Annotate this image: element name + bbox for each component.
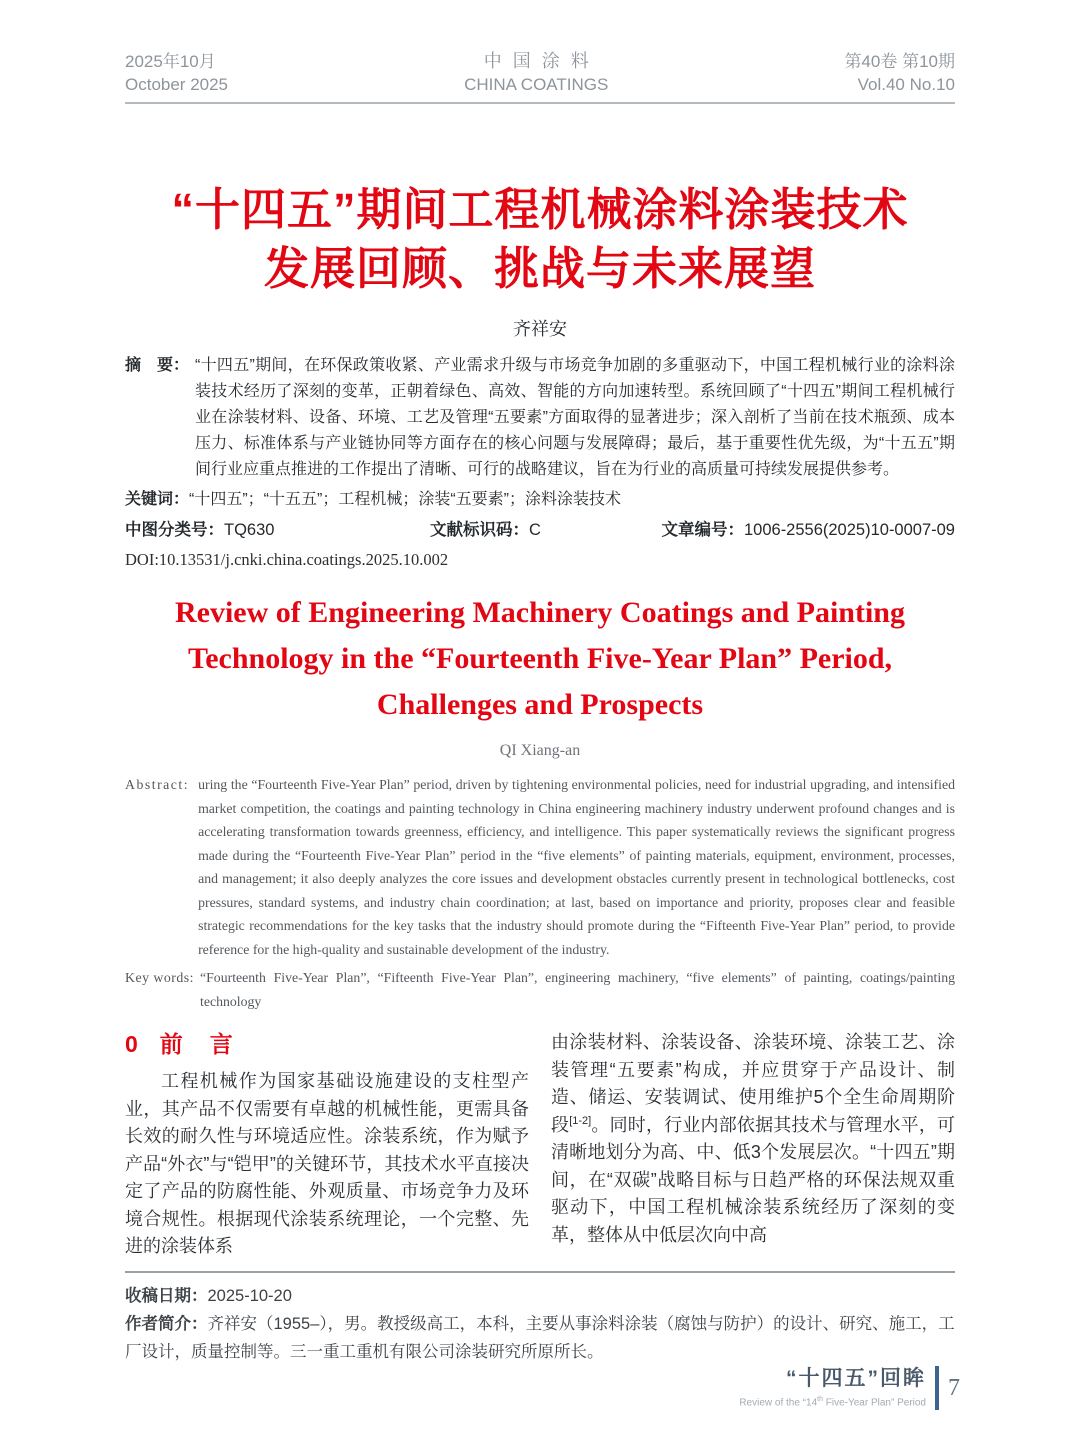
author-bio-label: 作者简介： <box>125 1314 208 1333</box>
article-id <box>661 519 955 541</box>
section-heading-intro <box>125 1029 529 1059</box>
keywords-cn-text: “十四五”；“十五五”；工程机械；涂装“五要素”；涂料涂装技术 <box>189 491 621 508</box>
intro-paragraph-left: 工程机械作为国家基础设施建设的支柱型产业，其产品不仅需要有卓越的机械性能，更需具备长效的耐久性与环境适应性。涂装系统，作为赋予产品“外衣”与“铠甲”的关键环节，其技术水平直接决定了产品的防腐性能、外观质量、市场竞争力及环境合规性。根据现代涂装系统理论，一个完整、先进的涂装体系 <box>125 1071 529 1256</box>
page-number: 7 <box>948 1374 960 1401</box>
document-code-label: 文献标识码： <box>430 521 529 539</box>
abstract-cn-label: 摘 要： <box>125 357 190 374</box>
clc-value: TQ630 <box>224 521 275 539</box>
section-title: 前 言 <box>159 1031 235 1057</box>
journal-header <box>125 0 955 104</box>
article-title-en <box>125 590 955 728</box>
abstract-en-text: uring the “Fourteenth Five-Year Plan” period, driven by tightening environmental policies, need for industrial upgrading, and intensified market competition, the coatings and painting technology in China engineering machinery industry underwent profound changes and is accelerating transformation towards greenness, efficiency, and intelligence. This paper systematically reviews the significant progress made during the “Fourteenth Five-Year Plan” period in the “five elements” of painting materials, equipment, environment, processes, and management; it also deeply analyzes the core issues and development obstacles currently present in technological bottlenecks, cost pressures, standard systems, and industry chain coordination; at last, based on importance and priority, proposes clear and feasible strategic recommendations for the key tasks that the industry should promote during the “Fifteenth Five-Year Plan” period, to provide reference for the high-quality and sustainable development of the industry. <box>198 777 955 957</box>
article-title-en-line3: Challenges and Prospects <box>376 688 704 721</box>
body-column-left <box>125 1029 529 1261</box>
keywords-en-label: Key words: <box>125 970 194 985</box>
header-date-block <box>125 50 228 96</box>
article-id-value: 1006-2556(2025)10-0007-09 <box>743 521 955 539</box>
column-title-en <box>739 1394 926 1409</box>
abstract-en <box>125 773 955 961</box>
article-title-cn-line1: “十四五”期间工程机械涂料涂装技术 <box>171 184 909 235</box>
abstract-cn-text: “十四五”期间，在环保政策收紧、产业需求升级与市场竞争加剧的多重驱动下，中国工程机械行业的涂料涂装技术经历了深刻的变革，正朝着绿色、高效、智能的方向加速转型。系统回顾了“十四五”期间工程机械行业在涂装材料、设备、环境、工艺及管理“五要素”方面取得的显著进步；深入剖析了当前在技术瓶颈、成本压力、标准体系与产业链协同等方面存在的核心问题与发展障碍；最后，基于重要性优先级，为“十五五”期间行业应重点推进的工作提出了清晰、可行的战略建议，旨在为行业的高质量可持续发展提供参考。 <box>195 357 955 478</box>
header-journal-block <box>464 50 608 96</box>
article-title-en-line2: Technology in the “Fourteenth Five-Year Plan” Period, <box>187 642 893 675</box>
column-title-block <box>739 1367 926 1409</box>
header-issue-block <box>844 50 955 96</box>
article-body <box>125 1029 955 1261</box>
intro-right-text-post: 。同时，行业内部依据其技术与管理水平，可清晰地划分为高、中、低3个发展层次。“十四五”期间，在“双碳”战略目标与日趋严格的环保法规双重驱动下，中国工程机械涂装系统经历了深刻的变革，整体从中低层次向中高 <box>551 1114 956 1245</box>
author-en: QI Xiang-an <box>499 742 581 759</box>
received-date-value: 2025-10-20 <box>207 1286 292 1305</box>
column-title-cn: “十四五”回眸 <box>786 1366 926 1390</box>
column-title-en-post: Five-Year Plan” Period <box>822 1397 926 1409</box>
column-title-en-pre: Review of the “14 <box>739 1397 818 1409</box>
header-issue-en: Vol.40 No.10 <box>857 75 955 94</box>
footnote <box>125 1271 955 1366</box>
page-content <box>125 0 955 1366</box>
received-date-line <box>125 1282 955 1310</box>
doi: DOI:10.13531/j.cnki.china.coatings.2025.10.002 <box>125 550 449 569</box>
keywords-en <box>125 966 955 1013</box>
section-number: 0 <box>125 1031 138 1057</box>
page-marker-bar <box>935 1366 939 1410</box>
keywords-cn <box>125 487 955 513</box>
intro-right-text-pre: 由涂装材料、涂装设备、涂装环境、涂装工艺、涂装管理“五要素”构成，并应贯穿于产品设计、制造、储运、安装调试、使用维护5个全生命周期阶段 <box>551 1032 955 1135</box>
journal-name-en: CHINA COATINGS <box>464 75 609 94</box>
keywords-cn-label: 关键词： <box>125 491 190 508</box>
header-date-en: October 2025 <box>125 75 229 94</box>
article-id-label: 文章编号： <box>661 521 744 539</box>
document-code-value: C <box>529 521 541 539</box>
citation-ref: [1-2] <box>569 1114 592 1127</box>
header-issue-cn: 第40卷 第10期 <box>844 52 955 71</box>
journal-name-cn: 中国涂料 <box>483 51 600 71</box>
author-bio-text: 齐祥安（1955–），男。教授级高工，本科，主要从事涂料涂装（腐蚀与防护）的设计、研究、施工，工厂设计，质量控制等。三一重工重机有限公司涂装研究所原所长。 <box>125 1314 955 1361</box>
received-date-label: 收稿日期： <box>125 1286 208 1305</box>
article-title-cn <box>125 180 955 298</box>
author-cn: 齐祥安 <box>513 319 567 339</box>
abstract-en-label: Abstract: <box>125 777 190 792</box>
article-title-cn-line2: 发展回顾、挑战与未来展望 <box>263 243 816 294</box>
body-column-right <box>551 1029 955 1261</box>
article-title-en-line1: Review of Engineering Machinery Coatings and Painting <box>174 596 905 629</box>
clc-label: 中图分类号： <box>125 521 224 539</box>
keywords-en-text: “Fourteenth Five-Year Plan”, “Fifteenth Five-Year Plan”, engineering machinery, “five elements” of painting, coatings/painting technology <box>200 970 955 1009</box>
intro-paragraph-right <box>551 1029 955 1249</box>
abstract-cn <box>125 353 955 483</box>
document-code <box>430 519 661 541</box>
author-bio-line <box>125 1310 955 1366</box>
column-title-en-sup: th <box>817 1395 823 1403</box>
article-meta-row <box>125 519 955 541</box>
page-marker <box>739 1366 960 1410</box>
header-date-cn: 2025年10月 <box>125 52 216 71</box>
clc-number <box>125 519 430 541</box>
